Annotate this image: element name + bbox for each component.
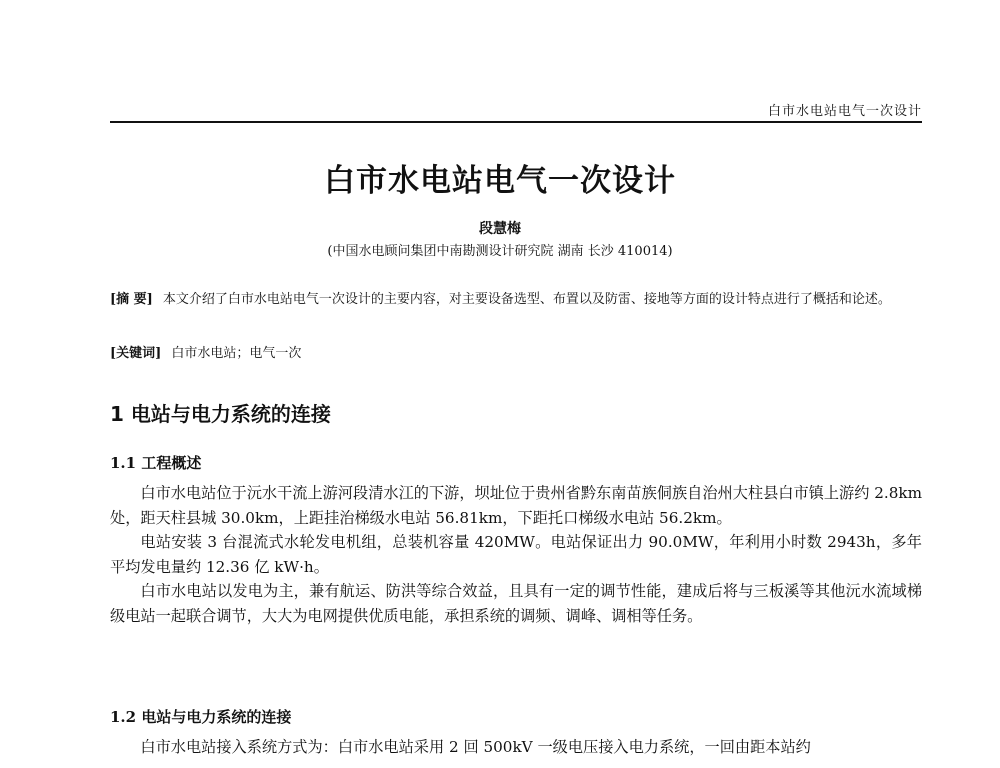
abstract-label: [摘 要] [110,292,153,307]
section-heading: 1 电站与电力系统的连接 [110,402,331,426]
running-header: 白市水电站电气一次设计 [767,104,922,119]
abstract [110,288,922,311]
keywords-text: 白市水电站；电气一次 [171,346,302,361]
overview-body [110,481,922,628]
paper-title: 白市水电站电气一次设计 [324,163,676,199]
paragraph: 电站安装 3 台混流式水轮发电机组，总装机容量 420MW。电站保证出力 90.0MW，年利用小时数 2943h，多年平均发电量约 12.36 亿 kW·h。 [110,533,922,576]
abstract-text: 本文介绍了白市水电站电气一次设计的主要内容，对主要设备选型、布置以及防雷、接地等方面的设计特点进行了概括和论述。 [162,292,891,307]
connection-body [110,735,922,760]
paragraph: 白市水电站接入系统方式为：白市水电站采用 2 回 500kV 一级电压接入电力系统，一回由距本站约 [140,738,811,756]
subsection-heading-connection: 1.2 电站与电力系统的连接 [110,708,292,726]
author: 段慧梅 [479,221,521,237]
keywords-label: [关键词] [110,346,162,361]
subsection-heading-overview: 1.1 工程概述 [110,454,202,472]
paragraph: 白市水电站位于沅水干流上游河段清水江的下游，坝址位于贵州省黔东南苗族侗族自治州大柱县白市镇上游约 2.8km 处，距天柱县城 30.0km，上距挂治梯级水电站 56.81km，下距托口梯级水电站 56.2km。 [110,484,922,527]
affiliation: (中国水电顾问集团中南勘测设计研究院 湖南 长沙 410014) [327,244,673,259]
header-rule [110,121,922,123]
paragraph: 白市水电站以发电为主，兼有航运、防洪等综合效益，且具有一定的调节性能，建成后将与三板溪等其他沅水流域梯级电站一起联合调节，大大为电网提供优质电能，承担系统的调频、调峰、调相等任务。 [110,582,922,625]
keywords [110,342,922,361]
